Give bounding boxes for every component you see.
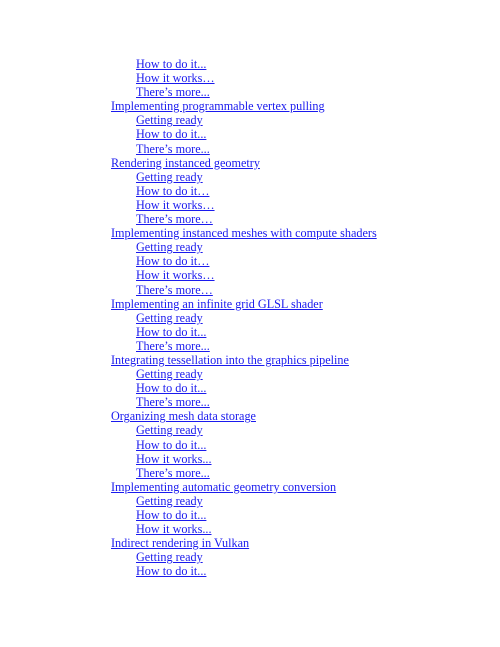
toc-section-link[interactable]: Indirect rendering in Vulkan <box>111 536 250 551</box>
toc-subsection-link[interactable]: There’s more… <box>136 282 213 297</box>
toc-subsection-link[interactable]: How to do it... <box>136 57 207 71</box>
toc-subsection-link[interactable]: How it works... <box>136 451 212 466</box>
toc-section-link[interactable]: Implementing automatic geometry conversion <box>111 479 337 494</box>
toc-subsection-link[interactable]: Getting ready <box>136 423 203 438</box>
toc-subsection-entry <box>0 395 500 409</box>
toc-subsection-link[interactable]: How to do it... <box>136 508 207 522</box>
toc-subsection-entry <box>0 170 500 184</box>
toc-subsection-link[interactable]: There’s more… <box>136 212 213 227</box>
toc-subsection-link[interactable]: There’s more... <box>136 141 210 156</box>
toc-subsection-entry <box>0 339 500 353</box>
toc-subsection-entry <box>0 212 500 226</box>
toc-subsection-entry <box>0 438 500 452</box>
toc-subsection-link[interactable]: There’s more... <box>136 465 210 480</box>
toc-section-link[interactable]: Implementing an infinite grid GLSL shader <box>111 296 323 311</box>
toc-subsection-link[interactable]: How it works... <box>136 522 212 537</box>
toc-subsection-entry <box>0 550 500 564</box>
toc-subsection-entry <box>0 423 500 437</box>
toc-subsection-entry <box>0 325 500 339</box>
toc-subsection-entry <box>0 71 500 85</box>
toc-subsection-link[interactable]: How it works… <box>136 268 215 283</box>
toc-section-link[interactable]: Implementing instanced meshes with compute shaders <box>111 226 377 241</box>
toc-section-link[interactable]: Integrating tessellation into the graphics pipeline <box>111 352 349 367</box>
toc-subsection-link[interactable]: Getting ready <box>136 310 203 325</box>
toc-subsection-link[interactable]: How to do it... <box>136 564 207 579</box>
toc-subsection-link[interactable]: Getting ready <box>136 493 203 508</box>
toc-subsection-entry <box>0 283 500 297</box>
toc-subsection-entry <box>0 367 500 381</box>
toc-subsection-link[interactable]: How it works… <box>136 197 215 212</box>
toc-subsection-entry <box>0 85 500 99</box>
toc-subsection-entry <box>0 564 500 578</box>
toc-section-entry <box>0 480 500 494</box>
toc-subsection-entry <box>0 268 500 282</box>
toc-subsection-link[interactable]: How to do it… <box>136 254 210 269</box>
toc-section-entry <box>0 99 500 113</box>
toc-section-link[interactable]: Rendering instanced geometry <box>111 155 260 170</box>
table-of-contents <box>0 57 500 578</box>
toc-subsection-entry <box>0 311 500 325</box>
toc-subsection-link[interactable]: There’s more... <box>136 395 210 410</box>
toc-subsection-entry <box>0 466 500 480</box>
toc-subsection-entry <box>0 452 500 466</box>
toc-subsection-entry <box>0 113 500 127</box>
toc-subsection-link[interactable]: There’s more... <box>136 338 210 353</box>
toc-section-link[interactable]: Implementing programmable vertex pulling <box>111 99 325 114</box>
toc-subsection-entry <box>0 57 500 71</box>
toc-section-entry <box>0 226 500 240</box>
toc-section-entry <box>0 409 500 423</box>
toc-subsection-entry <box>0 381 500 395</box>
toc-subsection-link[interactable]: How to do it… <box>136 183 210 198</box>
toc-subsection-entry <box>0 198 500 212</box>
toc-subsection-link[interactable]: How to do it... <box>136 324 207 339</box>
toc-subsection-entry <box>0 254 500 268</box>
toc-subsection-link[interactable]: How it works… <box>136 71 215 86</box>
toc-subsection-entry <box>0 127 500 141</box>
toc-subsection-link[interactable]: Getting ready <box>136 550 203 565</box>
toc-subsection-entry <box>0 240 500 254</box>
toc-subsection-link[interactable]: There’s more... <box>136 85 210 100</box>
toc-subsection-entry <box>0 522 500 536</box>
toc-section-link[interactable]: Organizing mesh data storage <box>111 409 256 424</box>
toc-subsection-entry <box>0 508 500 522</box>
toc-subsection-link[interactable]: How to do it... <box>136 437 207 452</box>
toc-subsection-link[interactable]: Getting ready <box>136 169 203 184</box>
toc-subsection-link[interactable]: How to do it... <box>136 127 207 142</box>
toc-subsection-entry <box>0 184 500 198</box>
toc-section-entry <box>0 353 500 367</box>
toc-subsection-link[interactable]: Getting ready <box>136 367 203 382</box>
toc-subsection-link[interactable]: How to do it... <box>136 381 207 396</box>
toc-subsection-entry <box>0 494 500 508</box>
toc-subsection-link[interactable]: Getting ready <box>136 113 203 128</box>
toc-subsection-entry <box>0 142 500 156</box>
toc-section-entry <box>0 297 500 311</box>
toc-subsection-link[interactable]: Getting ready <box>136 240 203 255</box>
toc-section-entry <box>0 536 500 550</box>
toc-section-entry <box>0 156 500 170</box>
